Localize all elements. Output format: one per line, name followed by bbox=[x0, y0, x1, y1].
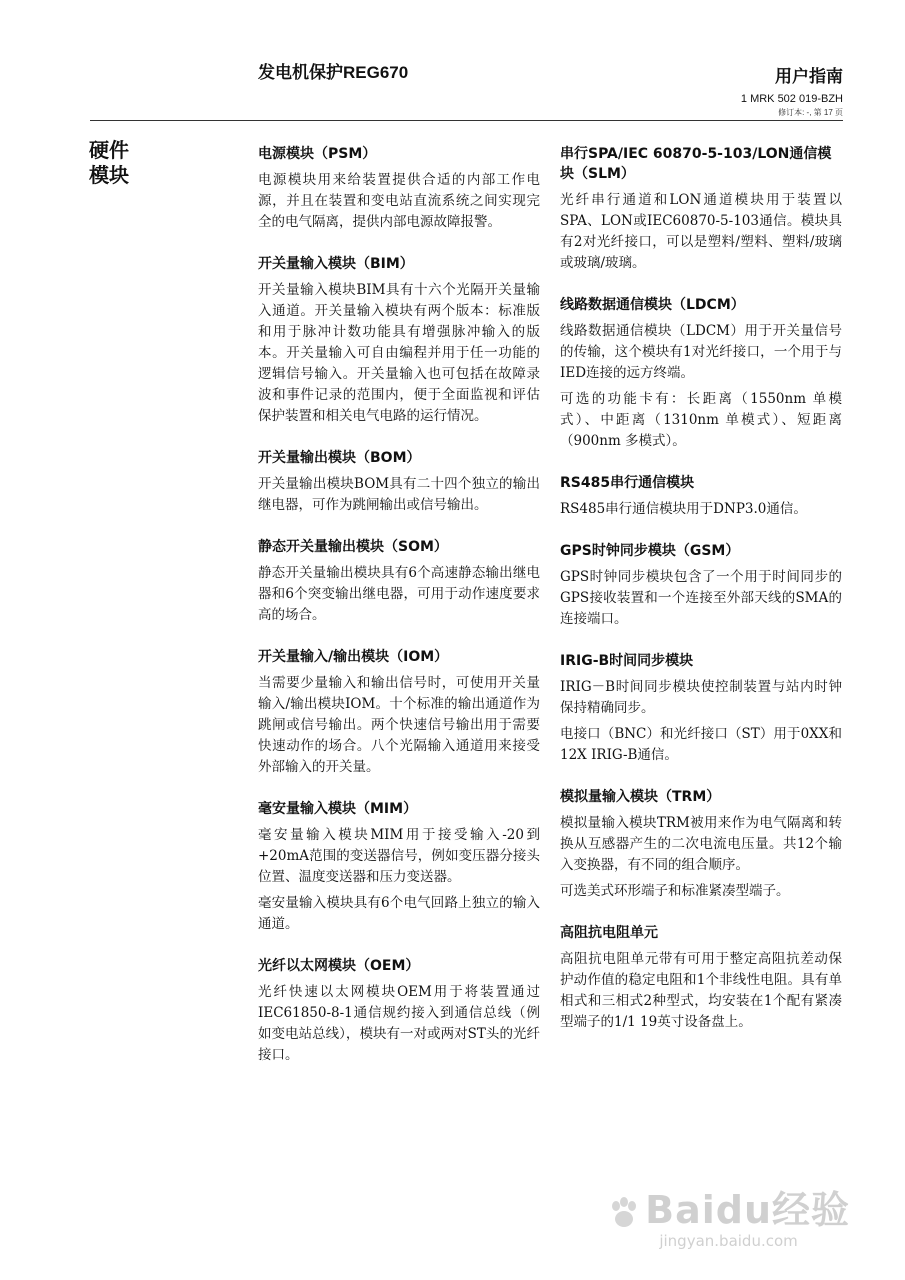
module-section bbox=[560, 923, 842, 1033]
section-paragraph: 光纤串行通道和LON通道模块用于装置以SPA、LON或IEC60870-5-103通信。模块具有2对光纤接口，可以是塑料/塑料、塑料/玻璃或玻璃/玻璃。 bbox=[560, 192, 842, 271]
module-section bbox=[258, 537, 540, 626]
section-heading: 光纤以太网模块（OEM） bbox=[258, 958, 420, 974]
section-heading: GPS时钟同步模块（GSM） bbox=[560, 543, 740, 559]
section-paragraph: IRIG－B时间同步模块使控制装置与站内时钟保持精确同步。 bbox=[560, 679, 842, 716]
section-heading: 模拟量输入模块（TRM） bbox=[560, 789, 721, 805]
left-column bbox=[258, 144, 540, 1087]
section-heading: RS485串行通信模块 bbox=[560, 475, 695, 491]
header-divider bbox=[90, 120, 843, 121]
side-heading bbox=[89, 138, 129, 188]
section-heading: 线路数据通信模块（LDCM） bbox=[560, 297, 745, 313]
section-heading: IRIG-B时间同步模块 bbox=[560, 653, 694, 669]
section-heading: 电源模块（PSM） bbox=[258, 146, 377, 162]
side-heading-line: 硬件 bbox=[89, 138, 129, 162]
module-section bbox=[560, 787, 842, 902]
module-section bbox=[258, 144, 540, 233]
header-right-block bbox=[741, 62, 843, 118]
module-section bbox=[258, 448, 540, 516]
module-section bbox=[258, 799, 540, 935]
module-section bbox=[560, 144, 842, 274]
module-section bbox=[560, 473, 842, 520]
module-section bbox=[560, 541, 842, 630]
section-paragraph: 毫安量输入模块具有6个电气回路上独立的输入通道。 bbox=[258, 895, 540, 932]
watermark bbox=[607, 1179, 850, 1250]
side-heading-line: 模块 bbox=[89, 163, 129, 187]
module-section bbox=[258, 647, 540, 778]
section-paragraph: 可选美式环形端子和标准紧凑型端子。 bbox=[560, 883, 790, 899]
document-title: 发电机保护REG670 bbox=[258, 63, 409, 82]
module-section bbox=[560, 295, 842, 452]
user-guide-label: 用户指南 bbox=[775, 67, 843, 86]
section-paragraph: 电源模块用来给装置提供合适的内部工作电源，并且在装置和变电站直流系统之间实现完全的电气隔离，提供内部电源故障报警。 bbox=[258, 172, 540, 230]
section-paragraph: 毫安量输入模块MIM用于接受输入-20到+20mA范围的变送器信号，例如变压器分接头位置、温度变送器和压力变送器。 bbox=[258, 827, 540, 885]
revision-page: 修订本: -, 第 17 页 bbox=[778, 108, 843, 117]
section-heading: 高阻抗电阻单元 bbox=[560, 925, 658, 941]
right-column bbox=[560, 144, 842, 1054]
watermark-brand-text: Baidu经验 bbox=[645, 1188, 850, 1232]
section-heading: 毫安量输入模块（MIM） bbox=[258, 801, 418, 817]
document-number: 1 MRK 502 019-BZH bbox=[740, 93, 843, 105]
paw-icon bbox=[607, 1196, 641, 1230]
section-paragraph: 开关量输入模块BIM具有十六个光隔开关量输入通道。开关量输入模块有两个版本：标准版和用于脉冲计数功能具有增强脉冲输入的版本。开关量输入可自由编程并用于任一功能的逻辑信号输入。开关量输入也可包括在故障录波和事件记录的范围内，便于全面监视和评估保护装置和相关电气电路的运行情况。 bbox=[258, 282, 540, 424]
section-paragraph: GPS时钟同步模块包含了一个用于时间同步的GPS接收装置和一个连接至外部天线的SMA的连接端口。 bbox=[560, 569, 842, 627]
watermark-brand bbox=[607, 1179, 850, 1234]
module-section bbox=[560, 651, 842, 766]
module-section bbox=[258, 956, 540, 1066]
section-heading: 开关量输入/输出模块（IOM） bbox=[258, 649, 449, 665]
section-paragraph: 可选的功能卡有：长距离（1550nm 单模式）、中距离（1310nm 单模式）、短距离（900nm 多模式）。 bbox=[560, 391, 842, 449]
section-paragraph: 电接口（BNC）和光纤接口（ST）用于0XX和12X IRIG-B通信。 bbox=[560, 726, 842, 763]
section-heading: 静态开关量输出模块（SOM） bbox=[258, 539, 448, 555]
watermark-url: jingyan.baidu.com bbox=[659, 1232, 798, 1250]
section-paragraph: 高阻抗电阻单元带有可用于整定高阻抗差动保护动作值的稳定电阻和1个非线性电阻。具有单相式和三相式2种型式，均安装在1个配有紧凑型端子的1/1 19英寸设备盘上。 bbox=[560, 951, 842, 1030]
section-paragraph: 静态开关量输出模块具有6个高速静态输出继电器和6个突变输出继电器，可用于动作速度要求高的场合。 bbox=[258, 565, 540, 623]
section-paragraph: 模拟量输入模块TRM被用来作为电气隔离和转换从互感器产生的二次电流电压量。共12个输入变换器，有不同的组合顺序。 bbox=[560, 815, 842, 873]
section-paragraph: 线路数据通信模块（LDCM）用于开关量信号的传输，这个模块有1对光纤接口，一个用于与IED连接的远方终端。 bbox=[560, 323, 842, 381]
module-section bbox=[258, 254, 540, 427]
section-heading: 串行SPA/IEC 60870-5-103/LON通信模块（SLM） bbox=[560, 146, 832, 182]
section-paragraph: 光纤快速以太网模块OEM用于将装置通过IEC61850-8-1通信规约接入到通信总线（例如变电站总线），模块有一对或两对ST头的光纤接口。 bbox=[258, 984, 540, 1063]
section-paragraph: RS485串行通信模块用于DNP3.0通信。 bbox=[560, 501, 807, 517]
section-paragraph: 当需要少量输入和输出信号时，可使用开关量输入/输出模块IOM。十个标准的输出通道作为跳闸或信号输出。两个快速信号输出用于需要快速动作的场合。八个光隔输入通道用来接受外部输入的开关量。 bbox=[258, 675, 540, 775]
section-heading: 开关量输出模块（BOM） bbox=[258, 450, 421, 466]
section-heading: 开关量输入模块（BIM） bbox=[258, 256, 414, 272]
section-paragraph: 开关量输出模块BOM具有二十四个独立的输出继电器，可作为跳闸输出或信号输出。 bbox=[258, 476, 540, 513]
